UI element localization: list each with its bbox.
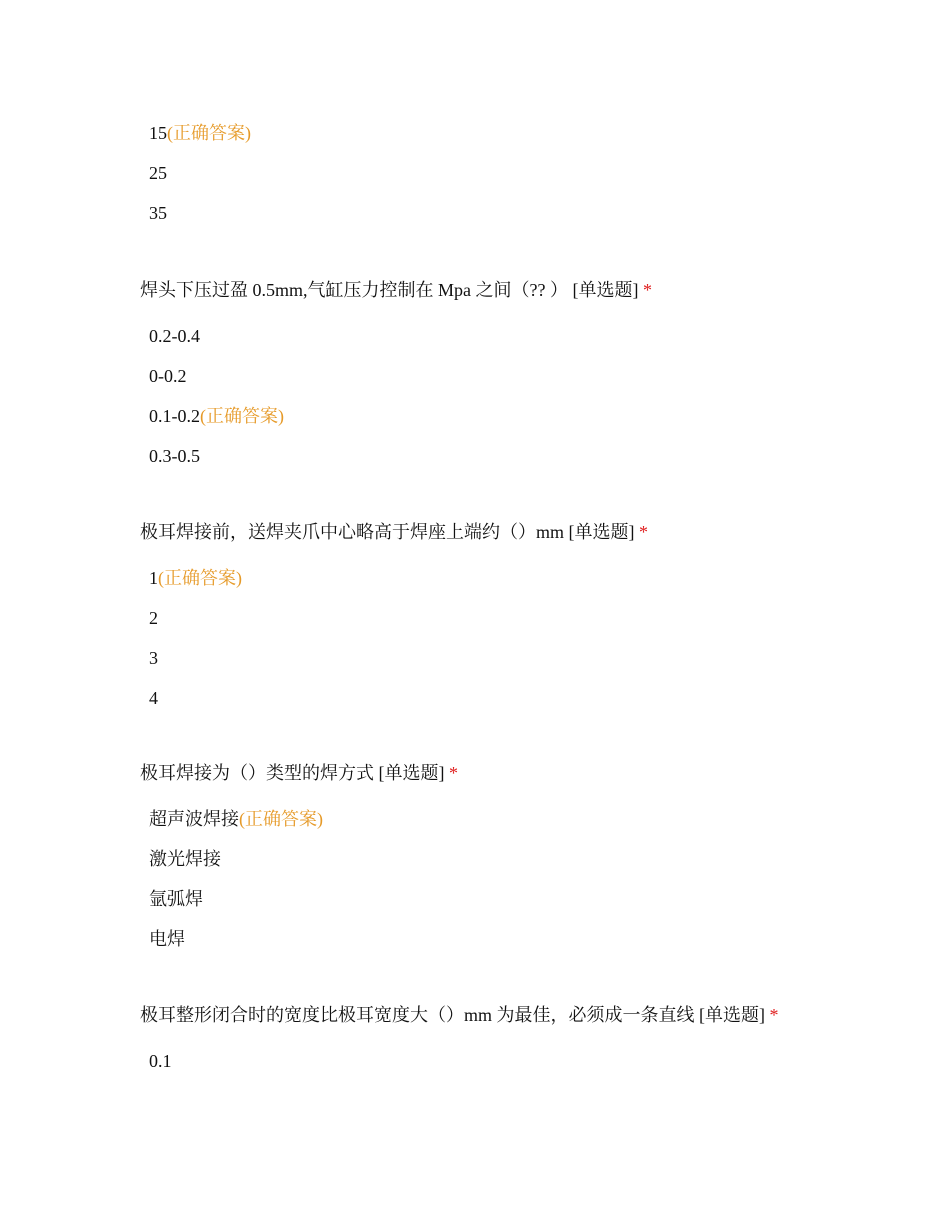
question <box>140 520 920 726</box>
correct-answer-label: (正确答案) <box>167 123 251 143</box>
option-text: 1 <box>149 568 158 588</box>
option-text: 0.1-0.2 <box>149 406 200 426</box>
question <box>140 761 920 967</box>
option-text: 15 <box>149 123 167 143</box>
correct-answer-label: (正确答案) <box>158 568 242 588</box>
question-text: 焊头下压过盈 0.5mm,气缸压力控制在 Mpa 之间（?? ） [单选题] <box>140 280 639 300</box>
required-marker: * <box>642 280 652 300</box>
question-title <box>140 520 920 544</box>
option-text: 35 <box>149 203 167 223</box>
option-text: 25 <box>149 163 167 183</box>
option-text: 激光焊接 <box>149 849 221 869</box>
option <box>140 364 920 388</box>
option <box>140 927 920 951</box>
question-text: 极耳焊接前，送焊夹爪中心略高于焊座上端约（）mm [单选题] <box>140 522 635 542</box>
question <box>140 278 920 484</box>
question-title <box>140 1003 920 1027</box>
option <box>140 807 920 831</box>
option-text: 2 <box>149 608 158 628</box>
option <box>140 1049 920 1073</box>
option <box>140 847 920 871</box>
correct-answer-label: (正确答案) <box>239 809 323 829</box>
required-marker: * <box>639 522 648 542</box>
option <box>140 201 920 225</box>
option <box>140 566 920 590</box>
option-text: 4 <box>149 688 158 708</box>
option-text: 电焊 <box>149 929 185 949</box>
option <box>140 887 920 911</box>
option-text: 0.3-0.5 <box>149 446 200 466</box>
option <box>140 686 920 710</box>
option-text: 0-0.2 <box>149 366 187 386</box>
option <box>140 646 920 670</box>
option-text: 氩弧焊 <box>149 889 203 909</box>
question-text: 极耳焊接为（）类型的焊方式 [单选题] <box>140 763 445 783</box>
question-title <box>140 278 920 302</box>
required-marker: * <box>449 763 458 783</box>
option <box>140 324 920 348</box>
option-text: 3 <box>149 648 158 668</box>
option <box>140 444 920 468</box>
option-text: 0.1 <box>149 1051 172 1071</box>
option-text: 0.2-0.4 <box>149 326 200 346</box>
option <box>140 121 920 145</box>
question-title <box>140 761 920 785</box>
option <box>140 606 920 630</box>
required-marker: * <box>769 1005 779 1025</box>
question-text: 极耳整形闭合时的宽度比极耳宽度大（）mm 为最佳，必须成一条直线 [单选题] <box>140 1005 765 1025</box>
option <box>140 404 920 428</box>
question <box>140 1003 920 1089</box>
question-fragment <box>140 121 920 241</box>
option <box>140 161 920 185</box>
option-text: 超声波焊接 <box>149 809 239 829</box>
correct-answer-label: (正确答案) <box>200 406 284 426</box>
